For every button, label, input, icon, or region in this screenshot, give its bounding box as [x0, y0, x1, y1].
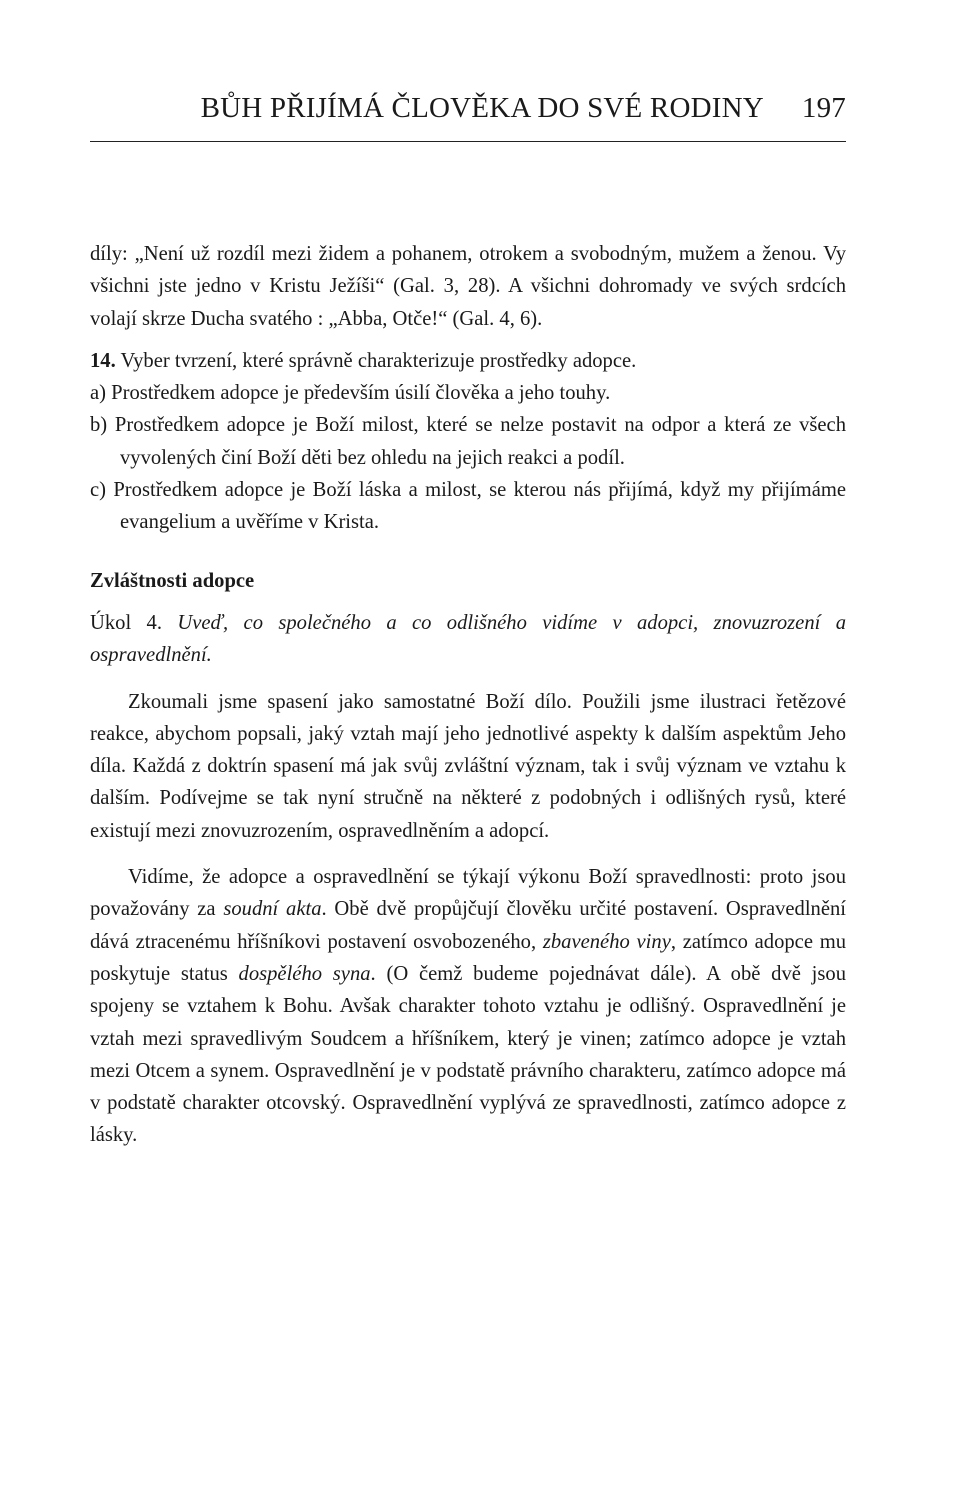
intro-paragraph: díly: „Není už rozdíl mezi židem a pohanem, otrokem a svobodným, mužem a ženou. Vy všichni jste jedno v Kristu Ježíši“ (Gal. 3, 28). A všichni dohromady ve svých srdcích volají skrze Ducha svatého : „Abba, Otče!“ (Gal. 4, 6). — [90, 243, 846, 330]
header-rule — [90, 141, 846, 142]
question-14 — [90, 345, 846, 377]
question-option-c: c) Prostředkem adopce je Boží láska a milost, se kterou nás přijímá, když my přijímáme evangelium a uvěříme v Krista. — [90, 479, 846, 534]
paragraph-2-emphasis: zbaveného viny — [542, 930, 671, 953]
paragraph-2-text: . Obě dvě propůjčují člověku určité postavení. Ospravedlnění dává ztracenému hříšníkovi postavení osvobozeného, — [90, 898, 847, 953]
paragraph-2-emphasis: dospělého syna — [238, 962, 371, 985]
question-option-a: a) Prostředkem adopce je především úsilí člověka a jeho touhy. — [90, 382, 611, 405]
question-option-b: b) Prostředkem adopce je Boží milost, které se nelze postavit na odpor a která ze všech vyvolených činí Boží děti bez ohledu na jejich reakci a podíl. — [90, 414, 846, 469]
running-head-title: BŮH PŘIJÍMÁ ČLOVĚKA DO SVÉ RODINY — [200, 92, 764, 124]
paragraph-2 — [90, 861, 846, 1152]
question-number: 14. — [90, 349, 116, 372]
page-body — [90, 238, 846, 1152]
paragraph-2-emphasis: soudní akta — [223, 898, 322, 921]
task-text: Uveď, co společného a co odlišného vidíme v adopci, znovuzrození a ospravedlnění. — [90, 611, 846, 667]
paragraph-2-text: , zatímco adopce mu poskytuje status — [90, 930, 847, 985]
paragraph-2-text: Vidíme, že adopce a ospravedlnění se týkají výkonu Boží spravedlnosti: proto jsou považovány za — [90, 866, 846, 921]
running-head — [90, 92, 846, 125]
task-label: Úkol 4. — [90, 611, 162, 634]
page-number: 197 — [801, 92, 846, 124]
task-4 — [90, 607, 846, 672]
question-text: Vyber tvrzení, které správně charakterizuje prostředky adopce. — [120, 349, 637, 372]
paragraph-1: Zkoumali jsme spasení jako samostatné Boží dílo. Použili jsme ilustraci řetězové reakce, abychom popsali, jaký vztah mají jeho jednotlivé aspekty k dalším aspektům Jeho díla. Každá z doktrín spasení má jak svůj zvláštní význam, tak i svůj význam ve vztahu k dalším. Podívejme se tak nyní stručně na některé z podobných i odlišných rysů, které existují mezi znovuzrozením, ospravedlněním a adopcí. — [90, 690, 846, 842]
paragraph-2-text: . (O čemž budeme pojednávat dále). A obě dvě jsou spojeny se vztahem k Bohu. Avšak charakter tohoto vztahu je odlišný. Ospravedlnění je vztah mezi spravedlivým Soudcem a hříšníkem, který je vinen; zatímco adopce je vztah mezi Otcem a synem. Ospravedlnění je v podstatě právního charakteru, zatímco adopce má v podstatě charakter otcovský. Ospravedlnění vyplývá ze spravedlnosti, zatímco adopce z lásky. — [90, 962, 846, 1147]
section-title: Zvláštnosti adopce — [90, 569, 255, 592]
